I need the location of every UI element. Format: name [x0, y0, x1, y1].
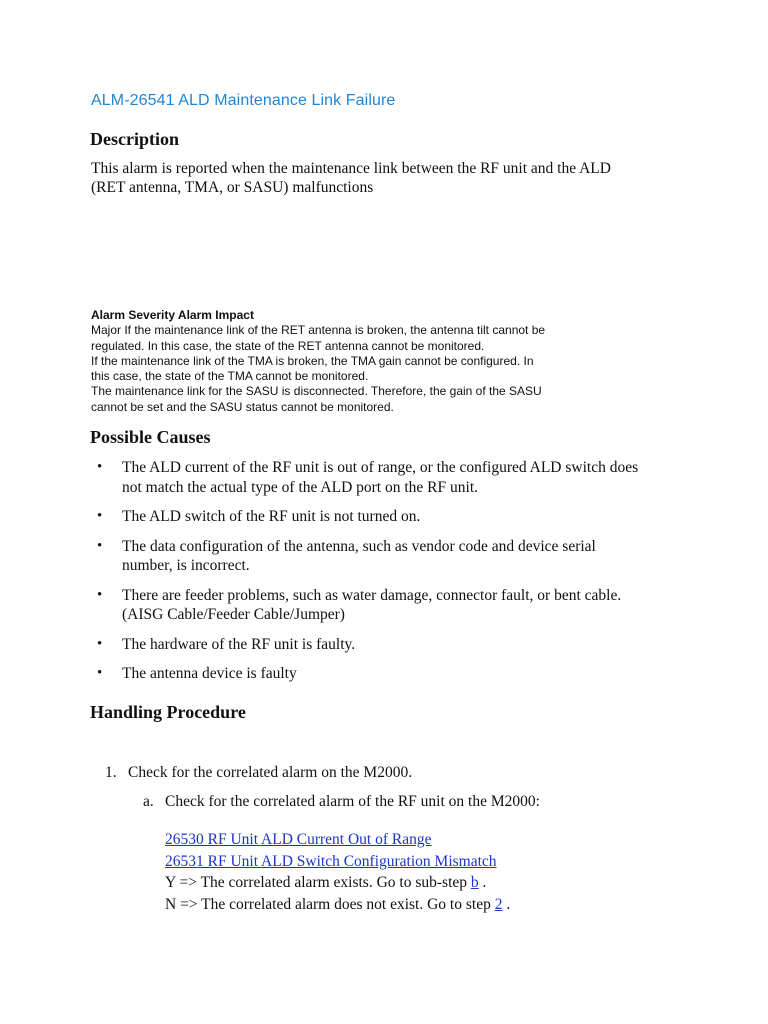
substep-b-link[interactable]: b — [470, 874, 479, 891]
list-item — [91, 507, 691, 527]
description-text — [91, 159, 691, 197]
step-2-link[interactable]: 2 — [494, 895, 503, 913]
cause-text: The antenna device is faulty — [122, 665, 297, 682]
alarm-link-26530[interactable]: 26530 RF Unit ALD Current Out of Range — [165, 831, 432, 848]
no-branch-line — [165, 894, 510, 916]
yes-branch-line — [165, 872, 510, 894]
list-item — [91, 537, 691, 576]
description-line-1: This alarm is reported when the maintenance link between the RF unit and the ALD — [91, 160, 611, 177]
substep-letter: a. — [143, 793, 154, 810]
cause-text: number, is incorrect. — [122, 557, 250, 574]
alarm-impact-line: If the maintenance link of the TMA is broken, the TMA gain cannot be configured. In — [91, 353, 534, 368]
handling-procedure-heading: Handling Procedure — [90, 702, 246, 722]
description-line-2: (RET antenna, TMA, or SASU) malfunctions — [91, 179, 374, 196]
possible-causes-list — [91, 458, 691, 694]
cause-text: The data configuration of the antenna, such as vendor code and device serial — [122, 537, 596, 555]
cause-text: The hardware of the RF unit is faulty. — [122, 635, 356, 653]
bullet-icon: • — [97, 537, 103, 554]
alarm-link-26531[interactable]: 26531 RF Unit ALD Switch Configuration Mismatch — [165, 852, 497, 870]
bullet-icon: • — [97, 508, 103, 524]
yes-branch-text: Y => The correlated alarm exists. Go to sub-step — [165, 874, 471, 891]
yes-branch-suffix: . — [478, 874, 487, 891]
substep-text: Check for the correlated alarm of the RF unit on the M2000: — [165, 793, 540, 810]
list-item — [91, 635, 691, 655]
bullet-icon: • — [97, 665, 103, 681]
alarm-impact-line: The maintenance link for the SASU is disconnected. Therefore, the gain of the SASU — [91, 384, 542, 399]
bullet-icon: • — [97, 586, 103, 603]
no-branch-text: N => The correlated alarm does not exist. Go to step — [165, 895, 495, 913]
alarm-impact-line: regulated. In this case, the state of the RET antenna cannot be monitored. — [91, 338, 485, 353]
step-number: 1. — [105, 764, 117, 781]
alarm-impact-line: this case, the state of the TMA cannot be monitored. — [91, 369, 369, 384]
list-item — [91, 664, 691, 684]
correlated-alarm-block — [165, 829, 510, 915]
list-item — [91, 458, 691, 497]
step-text: Check for the correlated alarm on the M2000. — [128, 764, 413, 781]
bullet-icon: • — [97, 459, 103, 475]
procedure-step-1 — [105, 764, 412, 782]
description-heading: Description — [90, 129, 179, 149]
cause-text: The ALD current of the RF unit is out of range, or the configured ALD switch does — [122, 459, 639, 476]
no-branch-suffix: . — [502, 895, 511, 913]
alarm-impact-line: Major If the maintenance link of the RET antenna is broken, the antenna tilt cannot be — [91, 323, 546, 338]
cause-text: The ALD switch of the RF unit is not turned on. — [122, 508, 421, 525]
procedure-substep-a — [143, 793, 540, 811]
cause-text: not match the actual type of the ALD port on the RF unit. — [122, 478, 479, 496]
cause-text: There are feeder problems, such as water damage, connector fault, or bent cable. — [122, 586, 622, 604]
possible-causes-heading: Possible Causes — [90, 427, 211, 447]
alarm-impact-line: cannot be set and the SASU status cannot be monitored. — [91, 399, 394, 414]
cause-text: (AISG Cable/Feeder Cable/Jumper) — [122, 606, 345, 623]
alarm-severity-table — [91, 308, 611, 415]
bullet-icon: • — [97, 635, 103, 652]
list-item — [91, 586, 691, 625]
document-title: ALM-26541 ALD Maintenance Link Failure — [91, 92, 396, 109]
alarm-severity-header: Alarm Severity Alarm Impact — [91, 308, 254, 322]
